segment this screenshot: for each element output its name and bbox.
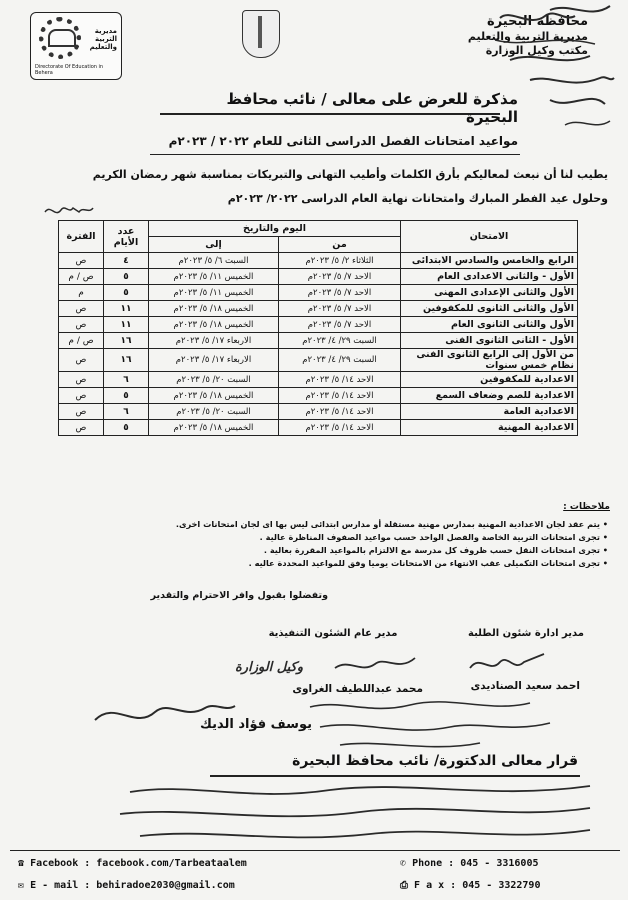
- table-row: [59, 388, 578, 404]
- from-date-cell: الاحد ١٤/ ٥/ ٢٠٢٣م: [278, 420, 400, 436]
- table-header-row: [59, 221, 578, 237]
- governorate-name: محافظة البحيرة: [487, 14, 588, 29]
- days-count-cell: ٥: [104, 388, 149, 404]
- period-cell: ص: [59, 301, 104, 317]
- days-count-cell: ٥: [104, 285, 149, 301]
- memo-title: مذكرة للعرض على معالى / نائب محافظ البحيرة: [226, 90, 518, 126]
- exec-affairs-title: مدير عام الشئون التنفيذية: [268, 628, 398, 639]
- from-date-cell: السبت ٢٩/ ٤/ ٢٠٢٣م: [278, 349, 400, 372]
- mail-icon: ✉: [18, 880, 25, 891]
- governorate-emblem: [238, 6, 284, 68]
- period-cell: ص: [59, 388, 104, 404]
- from-date-cell: الاحد ٧/ ٥/ ٢٠٢٣م: [278, 285, 400, 301]
- directorate-name: مديرية التربية والتعليم: [467, 30, 588, 44]
- to-date-cell: الاربعاء ١٧/ ٥/ ٢٠٢٣م: [149, 349, 279, 372]
- to-date-cell: الخميس ١٨/ ٥/ ٢٠٢٣م: [149, 317, 279, 333]
- exam-schedule-title: مواعيد امتحانات الفصل الدراسى الثانى للعام ٢٠٢٢ / ٢٠٢٣م: [168, 134, 518, 148]
- phone-text: Phone : 045 - 3316005: [412, 858, 539, 869]
- days-count-cell: ٦: [104, 404, 149, 420]
- directorate-logo: [30, 12, 122, 80]
- days-count-cell: ١١: [104, 317, 149, 333]
- handwritten-date: [40, 200, 120, 220]
- to-date-cell: الخميس ١٨/ ٥/ ٢٠٢٣م: [149, 388, 279, 404]
- period-cell: م: [59, 285, 104, 301]
- from-date-cell: الاحد ٧/ ٥/ ٢٠٢٣م: [278, 301, 400, 317]
- days-count-cell: ٥: [104, 269, 149, 285]
- period-cell: ص: [59, 253, 104, 269]
- fax-text: F a x : 045 - 3322790: [414, 880, 541, 891]
- from-date-cell: الاحد ٧/ ٥/ ٢٠٢٣م: [278, 317, 400, 333]
- header-from: من: [278, 237, 400, 253]
- undersecretary-title: وكيل الوزارة: [235, 660, 304, 675]
- header-exam: الامتحان: [401, 221, 578, 253]
- header-to: إلى: [149, 237, 279, 253]
- period-cell: ص: [59, 420, 104, 436]
- exam-cell: الاعدادية المهنية: [401, 420, 578, 436]
- intro-text-line-1: يطيب لنا أن نبعث لمعاليكم بأرق الكلمات وأطيب التهانى والتبريكات بمناسبة شهر رمضان الكريم: [92, 168, 608, 181]
- handwritten-note-middle: [300, 695, 610, 755]
- fax-icon: ⎙: [400, 880, 408, 891]
- logo-text: مديرية التربية والتعليم: [89, 27, 117, 51]
- to-date-cell: الخميس ١٨/ ٥/ ٢٠٢٣م: [149, 420, 279, 436]
- from-date-cell: الاحد ١٤/ ٥/ ٢٠٢٣م: [278, 372, 400, 388]
- from-date-cell: الاحد ١٤/ ٥/ ٢٠٢٣م: [278, 404, 400, 420]
- period-cell: ص / م: [59, 269, 104, 285]
- period-cell: ص: [59, 404, 104, 420]
- to-date-cell: السبت ٢٠/ ٥/ ٢٠٢٣م: [149, 404, 279, 420]
- table-row: [59, 301, 578, 317]
- facebook-contact: [18, 858, 247, 869]
- note-item: • يتم عقد لجان الاعدادية المهنية بمدارس مهنية مستقلة أو مدارس ابتدائى ليس بها اى لجان امتحانات اخرى.: [138, 518, 608, 531]
- to-date-cell: السبت ٦/ ٥/ ٢٠٢٣م: [149, 253, 279, 269]
- fax-contact: [400, 880, 540, 891]
- exec-affairs-name: محمد عبداللطيف الغراوى: [292, 683, 423, 695]
- table-row: [59, 317, 578, 333]
- note-item: • تجرى امتحانات التكميلى عقب الانتهاء من الامتحانات يوميا وفق للمواعيد المحددة عاليه .: [138, 557, 608, 570]
- days-count-cell: ١٦: [104, 349, 149, 372]
- days-count-cell: ٦: [104, 372, 149, 388]
- notes-heading: ملاحظات :: [563, 502, 610, 512]
- table-row: [59, 372, 578, 388]
- phone-contact: [400, 858, 539, 869]
- table-row: [59, 404, 578, 420]
- table-row: [59, 285, 578, 301]
- exam-cell: الأول والثانى الثانوى للمكفوفين: [401, 301, 578, 317]
- table-row: [59, 253, 578, 269]
- to-date-cell: الاربعاء ١٧/ ٥/ ٢٠٢٣م: [149, 333, 279, 349]
- closing-text: وتفضلوا بقبول وافر الاحترام والتقدير: [150, 590, 328, 601]
- exam-cell: الاعدادية للمكفوفين: [401, 372, 578, 388]
- table-row: [59, 333, 578, 349]
- telephone-icon: ✆: [400, 858, 407, 869]
- undersecretary-name: يوسف فؤاد الديك: [200, 717, 312, 732]
- office-name: مكتب وكيل الوزارة: [485, 44, 588, 57]
- header-day-date: اليوم والتاريخ: [149, 221, 401, 237]
- subtitle-underline: [150, 154, 520, 155]
- exam-cell: من الأول إلى الرابع الثانوى الفنى نظام خمس سنوات: [401, 349, 578, 372]
- signature-exec-affairs: [330, 648, 440, 678]
- days-count-cell: ١١: [104, 301, 149, 317]
- header-days: عدد الأيام: [104, 221, 149, 253]
- to-date-cell: السبت ٢٠/ ٥/ ٢٠٢٣م: [149, 372, 279, 388]
- decision-underline: [210, 775, 580, 777]
- period-cell: ص: [59, 372, 104, 388]
- exam-cell: الأول - الثانى الثانوى الفنى: [401, 333, 578, 349]
- days-count-cell: ٥: [104, 420, 149, 436]
- exam-cell: الاعدادية العامة: [401, 404, 578, 420]
- from-date-cell: الاحد ٧/ ٥/ ٢٠٢٣م: [278, 269, 400, 285]
- to-date-cell: الخميس ١١/ ٥/ ٢٠٢٣م: [149, 285, 279, 301]
- exam-cell: الأول والثانى الثانوى العام: [401, 317, 578, 333]
- days-count-cell: ٤: [104, 253, 149, 269]
- exam-schedule-table: [58, 220, 578, 436]
- email-text: E - mail : behiradoe2030@gmail.com: [30, 880, 235, 891]
- table-row: [59, 420, 578, 436]
- table-row: [59, 269, 578, 285]
- notes-list: [138, 518, 608, 570]
- from-date-cell: الاحد ١٤/ ٥/ ٢٠٢٣م: [278, 388, 400, 404]
- note-item: • تجرى امتحانات النقل حسب ظروف كل مدرسة مع الالتزام بالمواعيد المقررة بعالية .: [138, 544, 608, 557]
- period-cell: ص: [59, 349, 104, 372]
- signature-student-affairs: [460, 648, 580, 678]
- exam-cell: الأول والثانى الإعدادى المهنى: [401, 285, 578, 301]
- from-date-cell: الثلاثاء ٢/ ٥/ ٢٠٢٣م: [278, 253, 400, 269]
- book-icon: [48, 29, 76, 47]
- wheat-icon: [258, 16, 262, 48]
- period-cell: ص: [59, 317, 104, 333]
- from-date-cell: السبت ٢٩/ ٤/ ٢٠٢٣م: [278, 333, 400, 349]
- handwritten-decision: [110, 780, 610, 850]
- note-item: • تجرى امتحانات التربية الخاصة والفصل الواحد حسب مواعيد الصفوف المناظرة عالية .: [138, 531, 608, 544]
- exam-cell: الاعدادية للصم وضعاف السمع: [401, 388, 578, 404]
- to-date-cell: الخميس ١٨/ ٥/ ٢٠٢٣م: [149, 301, 279, 317]
- intro-text-line-2: وحلول عيد الفطر المبارك وامتحانات نهاية العام الدراسى ٢٠٢٢/ ٢٠٢٣م: [227, 192, 608, 205]
- period-cell: ص / م: [59, 333, 104, 349]
- student-affairs-name: احمد سعيد الصناديدى: [470, 680, 580, 692]
- table-row: [59, 349, 578, 372]
- title-underline: [160, 113, 500, 115]
- footer-divider: [10, 850, 620, 851]
- exam-cell: الرابع والخامس والسادس الابتدائى: [401, 253, 578, 269]
- logo-english-text: Directorate Of Education in Behera: [35, 64, 104, 76]
- days-count-cell: ١٦: [104, 333, 149, 349]
- facebook-text: Facebook : facebook.com/Tarbeataalem: [30, 858, 247, 869]
- to-date-cell: الخميس ١١/ ٥/ ٢٠٢٣م: [149, 269, 279, 285]
- header-period: الفترة: [59, 221, 104, 253]
- phone-icon: ☎: [18, 858, 25, 869]
- student-affairs-title: مدير ادارة شئون الطلبة: [468, 628, 584, 639]
- email-contact: [18, 880, 235, 891]
- decision-heading: قرار معالى الدكتورة/ نائب محافظ البحيرة: [292, 753, 578, 769]
- exam-cell: الأول - والثانى الاعدادى العام: [401, 269, 578, 285]
